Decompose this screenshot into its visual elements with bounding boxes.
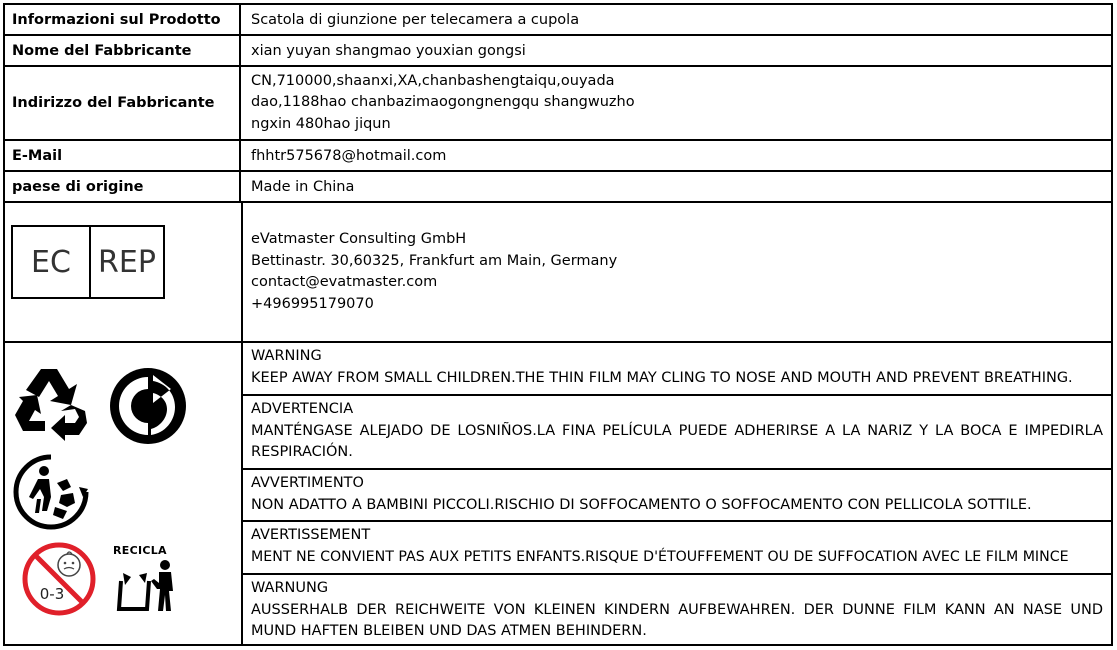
warning-text: MENT NE CONVIENT PAS AUX PETITS ENFANTS.RISQUE D'ÉTOUFFEMENT OU DE SUFFOCATION AVEC LE FILM MINCE bbox=[251, 548, 1069, 565]
warning-text: AUSSERHALB DER REICHWEITE VON KLEINEN KINDERN AUFBEWAHREN. DER DUNNE FILM KANN AN NASE UND MUND HAFTEN BLEIBEN UND DAS ATMEN BEHINDERN. bbox=[251, 601, 1103, 639]
green-dot-icon bbox=[109, 367, 187, 445]
warning-title: AVERTISSEMENT bbox=[251, 527, 371, 543]
triman-icon bbox=[11, 453, 91, 531]
value-manufacturer-address bbox=[243, 67, 1111, 139]
value-product-info: Scatola di giunzione per telecamera a cupola bbox=[251, 11, 580, 28]
not-for-under-3-icon bbox=[19, 541, 99, 617]
warning-title: ADVERTENCIA bbox=[251, 401, 354, 417]
recicla-bin-icon bbox=[113, 559, 185, 613]
value-manufacturer-name: xian yuyan shangmao youxian gongsi bbox=[251, 42, 526, 59]
address-line: dao,1188hao chanbazimaogongnengqu shangwuzho bbox=[251, 94, 635, 111]
warning-spanish bbox=[243, 396, 1111, 470]
warning-german bbox=[243, 575, 1111, 644]
recicla-label: RECICLA bbox=[113, 544, 167, 557]
value-email: fhhtr575678@hotmail.com bbox=[251, 147, 447, 164]
warning-italian bbox=[243, 470, 1111, 522]
warning-title: WARNING bbox=[251, 348, 322, 364]
label-country-of-origin: paese di origine bbox=[5, 172, 241, 201]
age-label: 0-3 bbox=[39, 585, 65, 603]
row-ec-rep bbox=[5, 203, 1111, 343]
rep-text: REP bbox=[98, 244, 156, 280]
address-line: ngxin 480hao jiqun bbox=[251, 115, 391, 132]
address-line: CN,710000,shaanxi,XA,chanbashengtaiqu,ouyada bbox=[251, 72, 615, 89]
label-manufacturer-address: Indirizzo del Fabbricante bbox=[5, 67, 241, 139]
ec-rep-phone: +496995179070 bbox=[251, 295, 374, 312]
ec-rep-email: contact@evatmaster.com bbox=[251, 274, 438, 290]
product-info-table bbox=[3, 3, 1113, 646]
warning-text: KEEP AWAY FROM SMALL CHILDREN.THE THIN FILM MAY CLING TO NOSE AND MOUTH AND PREVENT BREATHING. bbox=[251, 369, 1073, 386]
row-manufacturer-address bbox=[5, 67, 1111, 141]
warning-title: AVVERTIMENTO bbox=[251, 475, 364, 491]
warning-text: MANTÉNGASE ALEJADO DE LOSNIÑOS.LA FINA PELÍCULA PUEDE ADHERIRSE A LA NARIZ Y LA BOCA E IMPEDIRLA RESPIRACIÓN. bbox=[251, 422, 1103, 460]
row-product-info bbox=[5, 5, 1111, 36]
warning-english bbox=[243, 343, 1111, 396]
label-manufacturer-name: Nome del Fabbricante bbox=[5, 36, 241, 65]
recycle-icon bbox=[11, 365, 91, 443]
ec-rep-symbol bbox=[11, 225, 165, 299]
ec-rep-company: eVatmaster Consulting GmbH bbox=[251, 231, 467, 247]
warning-title: WARNUNG bbox=[251, 580, 329, 596]
value-country-of-origin: Made in China bbox=[251, 178, 355, 195]
ec-rep-address: Bettinastr. 30,60325, Frankfurt am Main, Germany bbox=[251, 252, 618, 269]
row-country-of-origin bbox=[5, 172, 1111, 203]
ec-text: EC bbox=[13, 227, 91, 297]
warning-french bbox=[243, 522, 1111, 575]
row-manufacturer-name bbox=[5, 36, 1111, 67]
row-email bbox=[5, 141, 1111, 172]
label-email: E-Mail bbox=[5, 141, 241, 170]
ec-rep-contact bbox=[243, 203, 1111, 341]
row-warnings bbox=[5, 343, 1111, 644]
warning-text: NON ADATTO A BAMBINI PICCOLI.RISCHIO DI SOFFOCAMENTO O SOFFOCAMENTO CON PELLICOLA SOTTILE. bbox=[251, 496, 1032, 513]
label-product-info: Informazioni sul Prodotto bbox=[5, 5, 241, 34]
